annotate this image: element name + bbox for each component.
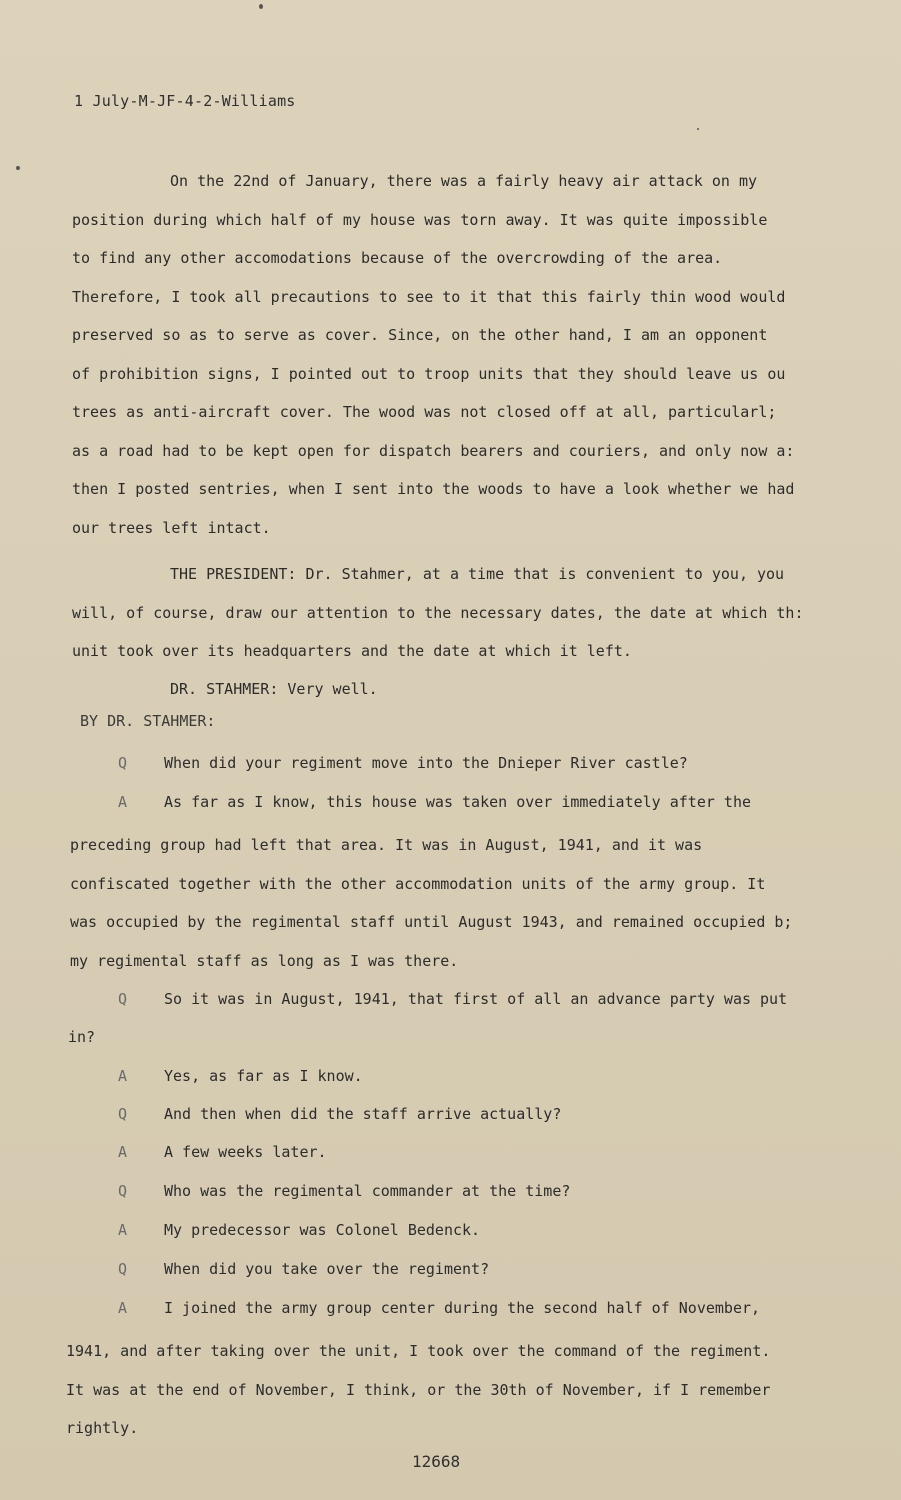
answer-row bbox=[118, 1067, 363, 1085]
question-text: So it was in August, 1941, that first of all an advance party was put bbox=[164, 990, 788, 1008]
text-line: then I posted sentries, when I sent into the woods to have a look whether we had bbox=[72, 480, 795, 498]
text-line: rightly. bbox=[66, 1419, 139, 1437]
text-line: as a road had to be kept open for dispatch bearers and couriers, and only now a: bbox=[72, 441, 795, 460]
question-text: Who was the regimental commander at the time? bbox=[164, 1182, 571, 1200]
question-row bbox=[118, 754, 688, 772]
text-line: Therefore, I took all precautions to see to it that this fairly thin wood would bbox=[72, 287, 786, 306]
question-marker: Q bbox=[118, 1182, 128, 1200]
answer-text: Yes, as far as I know. bbox=[164, 1067, 363, 1085]
question-marker: Q bbox=[118, 990, 128, 1008]
question-marker: Q bbox=[118, 1260, 128, 1278]
question-marker: Q bbox=[118, 1105, 128, 1123]
question-row bbox=[118, 1182, 570, 1200]
paper-speck bbox=[697, 128, 699, 130]
paper-speck bbox=[259, 4, 263, 9]
text-line: to find any other accomodations because of the overcrowding of the area. bbox=[72, 249, 723, 267]
paper-speck bbox=[16, 166, 20, 170]
answer-text: My predecessor was Colonel Bedenck. bbox=[164, 1221, 481, 1239]
testimony-paragraph bbox=[72, 162, 847, 547]
text-line: THE PRESIDENT: Dr. Stahmer, at a time that is convenient to you, you bbox=[170, 565, 785, 583]
text-line: unit took over its headquarters and the date at which it left. bbox=[72, 642, 632, 660]
question-marker: Q bbox=[118, 754, 128, 772]
question-continuation bbox=[68, 1018, 843, 1057]
text-line: DR. STAHMER: Very well. bbox=[170, 680, 378, 698]
answer-row bbox=[118, 1143, 327, 1161]
question-row bbox=[118, 1260, 489, 1278]
text-line: It was at the end of November, I think, or the 30th of November, if I remember bbox=[66, 1380, 771, 1399]
answer-continuation bbox=[70, 826, 845, 980]
page-number: 12668 bbox=[412, 1452, 461, 1471]
text-line: trees as anti-aircraft cover. The wood was not closed off at all, particularl; bbox=[72, 403, 777, 421]
text-line: my regimental staff as long as I was there. bbox=[70, 951, 459, 970]
question-text: And then when did the staff arrive actually? bbox=[164, 1105, 562, 1123]
text-line: On the 22nd of January, there was a fairly heavy air attack on my bbox=[170, 172, 757, 190]
question-text: When did you take over the regiment? bbox=[164, 1260, 490, 1278]
examiner-heading: BY DR. STAHMER: bbox=[80, 712, 216, 730]
question-row bbox=[118, 990, 787, 1008]
answer-marker: A bbox=[118, 1299, 128, 1317]
text-line: our trees left intact. bbox=[72, 518, 271, 537]
text-line: preceding group had left that area. It was in August, 1941, and it was bbox=[70, 836, 703, 854]
answer-row bbox=[118, 1221, 480, 1239]
answer-row bbox=[118, 793, 751, 811]
text-line: position during which half of my house was torn away. It was quite impossible bbox=[72, 210, 768, 229]
answer-text: As far as I know, this house was taken over immediately after the bbox=[164, 793, 751, 811]
text-line: of prohibition signs, I pointed out to troop units that they should leave us ou bbox=[72, 364, 786, 383]
answer-text: A few weeks later. bbox=[164, 1143, 327, 1161]
question-row bbox=[118, 1105, 561, 1123]
text-line: was occupied by the regimental staff until August 1943, and remained occupied b; bbox=[70, 913, 793, 931]
answer-continuation bbox=[66, 1332, 841, 1448]
document-reference: 1 July-M-JF-4-2-Williams bbox=[74, 92, 296, 110]
answer-row bbox=[118, 1299, 760, 1317]
answer-text: I joined the army group center during the second half of November, bbox=[164, 1299, 761, 1317]
answer-marker: A bbox=[118, 1067, 128, 1085]
text-line: preserved so as to serve as cover. Since, on the other hand, I am an opponent bbox=[72, 326, 768, 344]
answer-marker: A bbox=[118, 1143, 128, 1161]
president-statement bbox=[72, 555, 847, 671]
text-line: will, of course, draw our attention to the necessary dates, the date at which th: bbox=[72, 603, 804, 622]
text-line: 1941, and after taking over the unit, I took over the command of the regiment. bbox=[66, 1342, 771, 1360]
answer-marker: A bbox=[118, 793, 128, 811]
answer-marker: A bbox=[118, 1221, 128, 1239]
question-text: When did your regiment move into the Dnieper River castle? bbox=[164, 754, 688, 772]
text-line: in? bbox=[68, 1028, 96, 1046]
text-line: confiscated together with the other accommodation units of the army group. It bbox=[70, 874, 766, 893]
stahmer-reply bbox=[72, 670, 847, 709]
